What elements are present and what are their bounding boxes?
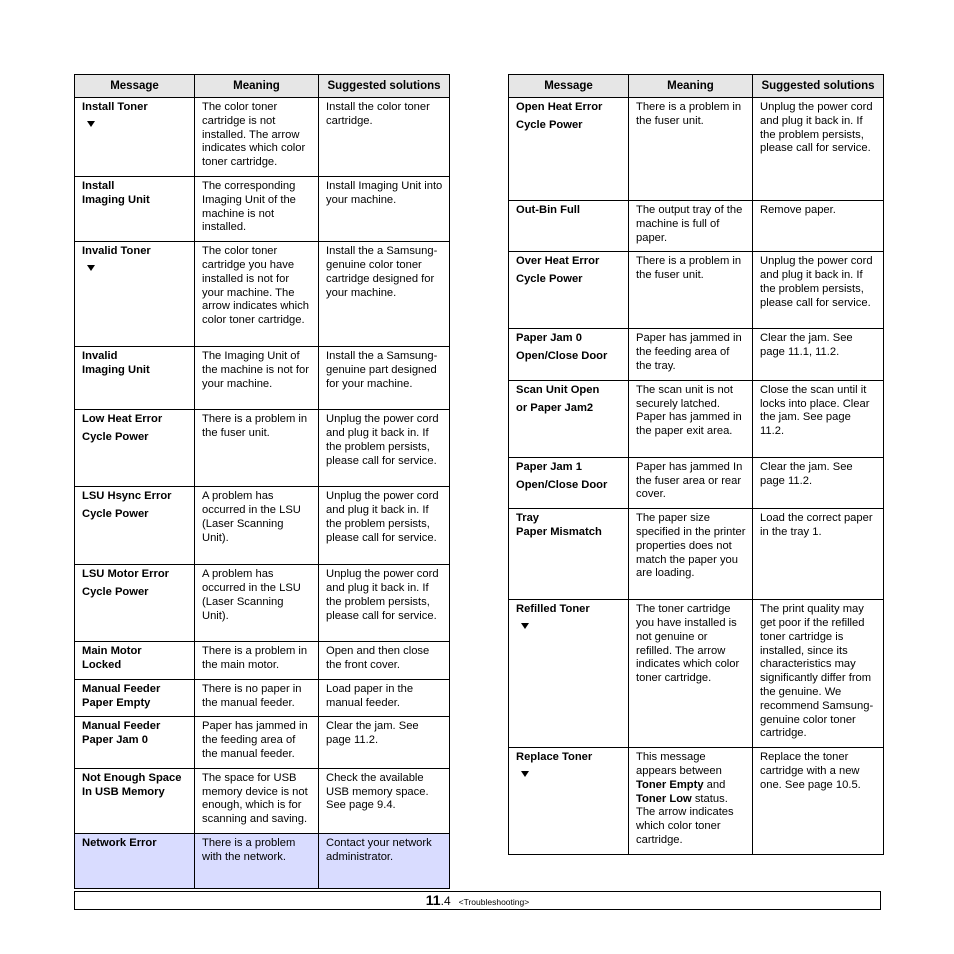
solution-cell: Install the a Samsung-genuine color toner cartridge designed for your machine. xyxy=(319,242,450,347)
message-cell xyxy=(509,748,629,855)
meaning-cell: The color toner cartridge is not installed. The arrow indicates which color toner cartridge. xyxy=(195,98,319,177)
message-cell xyxy=(75,487,195,565)
solution-cell: Check the available USB memory space. See page 9.4. xyxy=(319,768,450,833)
message-text: Paper Mismatch xyxy=(516,525,602,538)
column-header: Suggested solutions xyxy=(753,75,884,98)
meaning-cell: The space for USB memory device is not enough, which is for scanning and saving. xyxy=(195,768,319,833)
message-text: Cycle Power xyxy=(82,585,149,598)
table-row xyxy=(75,176,450,241)
table-row xyxy=(75,98,450,177)
solution-cell: Clear the jam. See page 11.1, 11.2. xyxy=(753,329,884,380)
meaning-cell: Paper has jammed in the feeding area of the manual feeder. xyxy=(195,717,319,768)
meaning-cell: The corresponding Imaging Unit of the machine is not installed. xyxy=(195,176,319,241)
table-row xyxy=(509,329,884,380)
meaning-cell: Paper has jammed in the feeding area of the tray. xyxy=(629,329,753,380)
message-cell xyxy=(75,717,195,768)
solution-cell: Clear the jam. See page 11.2. xyxy=(753,457,884,508)
message-text: Cycle Power xyxy=(516,273,583,286)
message-cell xyxy=(509,252,629,329)
message-text: Replace Toner xyxy=(516,751,593,764)
solution-cell: Install the a Samsung-genuine part designed for your machine. xyxy=(319,347,450,410)
meaning-cell: The output tray of the machine is full of paper. xyxy=(629,201,753,252)
solution-cell: Unplug the power cord and plug it back in. If the problem persists, please call for service. xyxy=(319,487,450,565)
table-row xyxy=(509,457,884,508)
message-cell xyxy=(509,380,629,457)
table-row xyxy=(509,748,884,855)
message-cell xyxy=(509,201,629,252)
meaning-cell: The toner cartridge you have installed is not genuine or refilled. The arrow indicates which color toner cartridge. xyxy=(629,600,753,748)
column-header: Message xyxy=(509,75,629,98)
meaning-cell: There is a problem in the main motor. xyxy=(195,642,319,680)
meaning-cell: A problem has occurred in the LSU (Laser Scanning Unit). xyxy=(195,487,319,565)
meaning-text: Toner Empty xyxy=(636,778,704,791)
message-cell xyxy=(75,347,195,410)
meaning-cell: Paper has jammed In the fuser area or rear cover. xyxy=(629,457,753,508)
page-number-minor: .4 xyxy=(440,894,451,908)
message-text: LSU Hsync Error xyxy=(82,490,172,503)
message-text: Open Heat Error xyxy=(516,101,603,113)
table-row xyxy=(75,642,450,680)
message-text: Invalid xyxy=(82,350,118,363)
message-cell xyxy=(509,509,629,600)
message-cell xyxy=(509,329,629,380)
table-row xyxy=(509,201,884,252)
message-cell xyxy=(75,679,195,717)
solution-cell: Close the scan until it locks into place. Clear the jam. See page 11.2. xyxy=(753,380,884,457)
solution-cell: Contact your network administrator. xyxy=(319,833,450,888)
error-table-left xyxy=(74,74,450,889)
meaning-text: Toner Low xyxy=(636,792,692,805)
message-cell xyxy=(75,98,195,177)
table-header-row xyxy=(75,75,450,98)
message-text: Imaging Unit xyxy=(82,193,150,206)
table-row xyxy=(75,768,450,833)
table-row xyxy=(75,833,450,888)
meaning-cell xyxy=(629,748,753,855)
table-row xyxy=(75,347,450,410)
message-text: Main Motor xyxy=(82,645,142,658)
column-header: Message xyxy=(75,75,195,98)
solution-cell: Install the color toner cartridge. xyxy=(319,98,450,177)
meaning-cell: There is a problem in the fuser unit. xyxy=(195,410,319,487)
message-cell xyxy=(75,242,195,347)
message-text: Refilled Toner xyxy=(516,603,590,616)
message-text: Paper Empty xyxy=(82,696,151,709)
meaning-cell: There is a problem with the network. xyxy=(195,833,319,888)
message-text: Over Heat Error xyxy=(516,255,600,268)
table-row xyxy=(509,380,884,457)
message-text: In USB Memory xyxy=(82,785,165,798)
message-cell xyxy=(75,642,195,680)
page-number-major: 11 xyxy=(425,892,441,908)
meaning-cell: The color toner cartridge you have installed is not for your machine. The arrow indicates which color toner cartridge. xyxy=(195,242,319,347)
message-text: Scan Unit Open xyxy=(516,383,600,396)
table-row xyxy=(509,509,884,600)
table-row xyxy=(75,487,450,565)
message-cell xyxy=(75,768,195,833)
table-row xyxy=(75,717,450,768)
message-cell xyxy=(509,457,629,508)
message-text: Not Enough Space xyxy=(82,771,182,784)
solution-cell: Unplug the power cord and plug it back in. If the problem persists, please call for service. xyxy=(753,98,884,201)
column-header: Meaning xyxy=(629,75,753,98)
table-row xyxy=(509,600,884,748)
message-text: Out-Bin Full xyxy=(516,204,581,216)
message-text: Install Toner xyxy=(82,101,148,113)
message-text: Invalid Toner xyxy=(82,245,151,258)
message-text: Manual Feeder xyxy=(82,720,161,733)
meaning-cell: The Imaging Unit of the machine is not for your machine. xyxy=(195,347,319,410)
message-text: Paper Jam 1 xyxy=(516,460,582,473)
message-cell xyxy=(75,565,195,642)
down-arrow-icon xyxy=(521,771,529,777)
table-row xyxy=(75,242,450,347)
solution-cell: Unplug the power cord and plug it back in. If the problem persists, please call for service. xyxy=(319,410,450,487)
table-header-row xyxy=(509,75,884,98)
message-cell xyxy=(75,410,195,487)
message-text: Tray xyxy=(516,512,540,525)
solution-cell: Install Imaging Unit into your machine. xyxy=(319,176,450,241)
down-arrow-icon xyxy=(87,121,95,127)
message-cell xyxy=(509,98,629,201)
solution-cell: Load paper in the manual feeder. xyxy=(319,679,450,717)
meaning-cell: The scan unit is not securely latched. Paper has jammed in the paper exit area. xyxy=(629,380,753,457)
table-row xyxy=(509,252,884,329)
message-text: Cycle Power xyxy=(82,430,149,443)
error-table-right xyxy=(508,74,884,855)
message-text: Low Heat Error xyxy=(82,413,163,426)
solution-cell: Remove paper. xyxy=(753,201,884,252)
message-text: Install xyxy=(82,179,115,192)
message-text: Cycle Power xyxy=(82,507,149,520)
solution-cell: Unplug the power cord and plug it back in. If the problem persists, please call for service. xyxy=(753,252,884,329)
message-text: Paper Jam 0 xyxy=(516,332,582,345)
message-text: Paper Jam 0 xyxy=(82,734,148,747)
table-row xyxy=(509,98,884,201)
message-text: Locked xyxy=(82,658,122,671)
meaning-text: This message appears between xyxy=(636,751,722,777)
solution-cell: Load the correct paper in the tray 1. xyxy=(753,509,884,600)
message-cell xyxy=(75,176,195,241)
solution-cell: Unplug the power cord and plug it back in. If the problem persists, please call for service. xyxy=(319,565,450,642)
section-name: <Troubleshooting> xyxy=(458,897,530,907)
message-text: Manual Feeder xyxy=(82,682,161,695)
down-arrow-icon xyxy=(521,623,529,629)
message-text: LSU Motor Error xyxy=(82,568,170,581)
column-header: Meaning xyxy=(195,75,319,98)
meaning-text: and xyxy=(703,778,726,791)
message-text: Open/Close Door xyxy=(516,350,608,363)
message-text: or Paper Jam2 xyxy=(516,401,594,414)
table-row xyxy=(75,565,450,642)
message-text: Open/Close Door xyxy=(516,478,608,491)
message-text: Imaging Unit xyxy=(82,363,150,376)
message-text: Network Error xyxy=(82,836,157,849)
meaning-text: status. The arrow indicates which color toner cartridge. xyxy=(636,792,734,846)
column-header: Suggested solutions xyxy=(319,75,450,98)
meaning-cell: There is a problem in the fuser unit. xyxy=(629,252,753,329)
solution-cell: Replace the toner cartridge with a new one. See page 10.5. xyxy=(753,748,884,855)
message-text: Cycle Power xyxy=(516,118,583,131)
solution-cell: Clear the jam. See page 11.2. xyxy=(319,717,450,768)
solution-cell: The print quality may get poor if the refilled toner cartridge is installed, since its characteristics may significantly differ from the genuine. We recommend Samsung-genuine color toner cartridge. xyxy=(753,600,884,748)
meaning-cell: A problem has occurred in the LSU (Laser Scanning Unit). xyxy=(195,565,319,642)
solution-cell: Open and then close the front cover. xyxy=(319,642,450,680)
page-footer xyxy=(74,891,881,910)
table-row xyxy=(75,410,450,487)
table-row xyxy=(75,679,450,717)
meaning-cell: There is a problem in the fuser unit. xyxy=(629,98,753,201)
down-arrow-icon xyxy=(87,265,95,271)
meaning-cell: There is no paper in the manual feeder. xyxy=(195,679,319,717)
message-cell xyxy=(75,833,195,888)
message-cell xyxy=(509,600,629,748)
meaning-cell: The paper size specified in the printer properties does not match the paper you are loading. xyxy=(629,509,753,600)
